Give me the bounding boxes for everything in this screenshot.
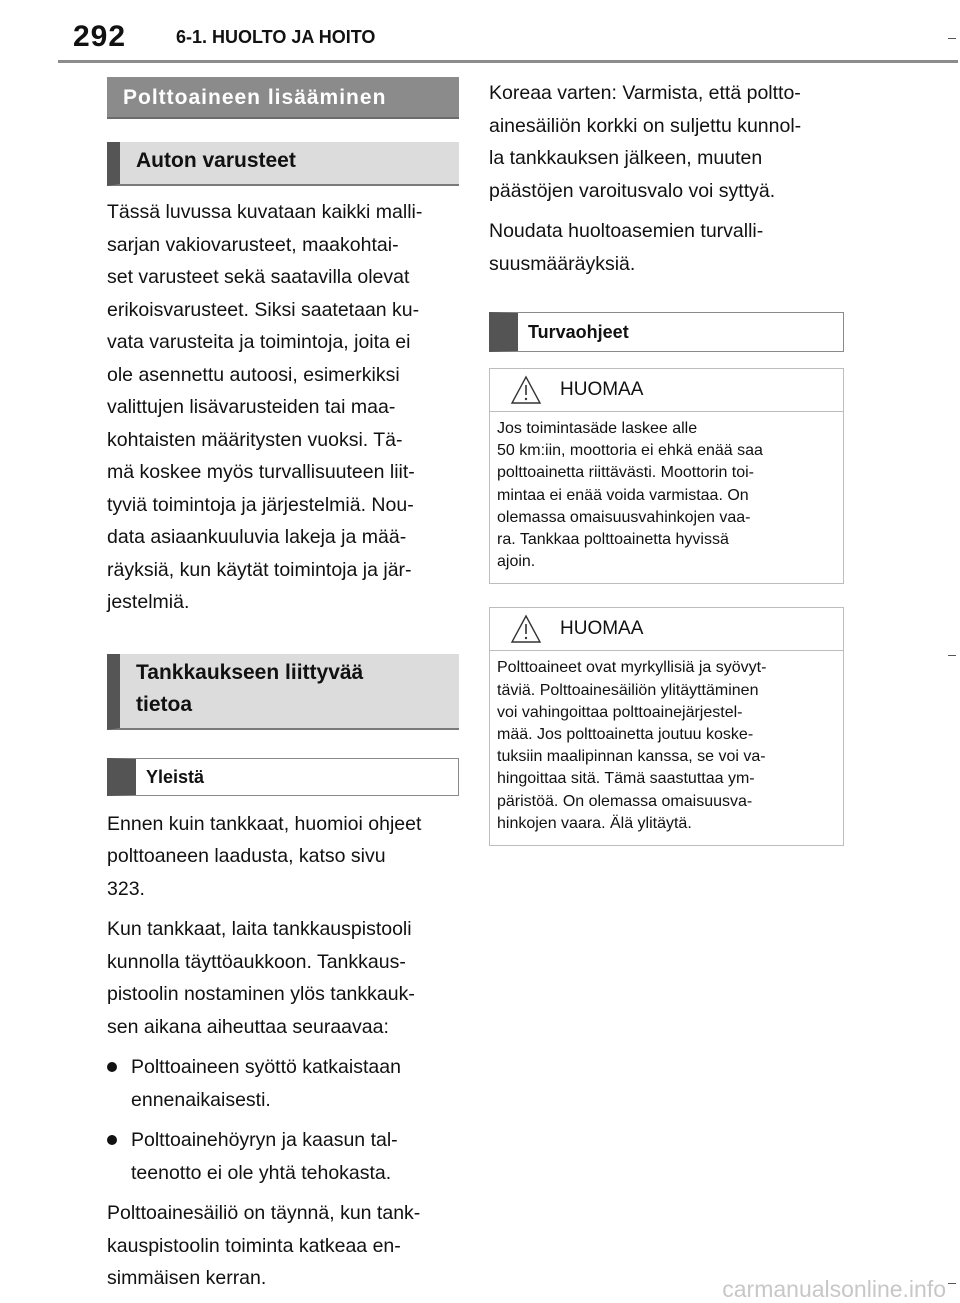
section-title: Polttoaineen lisääminen	[107, 77, 459, 119]
station-paragraph	[489, 215, 844, 280]
notice-title: HUOMAA	[560, 618, 644, 640]
heading-line: tietoa	[136, 692, 193, 716]
text-line: mintaa ei enää voida varmistaa. On	[497, 486, 749, 504]
text-line: Tässä luvussa kuvataan kaikki malli-	[107, 201, 423, 223]
text-line: täviä. Polttoainesäiliön ylitäyttäminen	[497, 681, 759, 699]
text-line: tyviä toimintoja ja järjestelmiä. Nou-	[107, 493, 414, 516]
text-line: sarjan vakiovarusteet, maakohtai-	[107, 233, 399, 256]
text-line: data asiaankuuluvia lakeja ja mää-	[107, 526, 407, 548]
text-line: ainesäiliön korkki on suljettu kunnol-	[489, 114, 802, 137]
crop-mark	[948, 655, 956, 656]
left-column	[107, 77, 459, 1295]
text-line: teenotto ei ole yhtä tehokasta.	[131, 1161, 392, 1184]
text-line: kohtaisten määritysten vuoksi. Tä-	[107, 428, 403, 451]
notice-text	[490, 651, 843, 845]
warning-triangle-icon	[510, 614, 542, 644]
text-line: suusmääräyksiä.	[489, 252, 636, 275]
text-line: valittujen lisävarusteiden tai maa-	[107, 396, 396, 418]
equipment-heading: Auton varusteet	[107, 142, 459, 186]
korea-paragraph	[489, 77, 844, 207]
text-line: Ennen kuin tankkaat, huomioi ohjeet	[107, 812, 422, 835]
text-line: la tankkauksen jälkeen, muuten	[489, 147, 763, 169]
bullet-icon	[107, 1062, 117, 1072]
right-column	[489, 77, 844, 846]
text-line: päristöä. On olemassa omaisuusva-	[497, 792, 753, 810]
safety-heading: Turvaohjeet	[489, 312, 844, 352]
refuel-info-heading	[107, 654, 459, 730]
text-line: Polttoainehöyryn ja kaasun tal-	[131, 1129, 398, 1151]
notice-box	[489, 368, 844, 584]
equipment-paragraph	[107, 196, 459, 619]
notice-title: HUOMAA	[560, 379, 644, 400]
text-line: päästöjen varoitusvalo voi syttyä.	[489, 179, 776, 202]
text-line: polttoaneen laadusta, katso sivu	[107, 845, 386, 867]
text-line: 50 km:iin, moottoria ei ehkä enää saa	[497, 442, 763, 460]
crop-mark	[948, 38, 956, 39]
text-line: Kun tankkaat, laita tankkauspistooli	[107, 918, 412, 940]
text-line: set varusteet sekä saatavilla olevat	[107, 266, 410, 288]
page-number: 292	[73, 20, 127, 53]
quality-paragraph	[107, 808, 459, 906]
text-line: Jos toimintasäde laskee alle	[497, 420, 698, 437]
text-line: mä koskee myös turvallisuuteen liit-	[107, 461, 415, 483]
text-line: räyksiä, kun käytät toimintoja ja jär-	[107, 558, 412, 581]
text-line: sen aikana aiheuttaa seuraavaa:	[107, 1015, 389, 1038]
text-line: Noudata huoltoasemien turvalli-	[489, 220, 764, 242]
bullet-item	[107, 1124, 459, 1189]
text-line: polttoainetta riittävästi. Moottorin toi-	[497, 464, 755, 482]
text-line: jestelmiä.	[107, 591, 190, 613]
header-rule	[58, 60, 958, 63]
text-line: hinkojen vaara. Älä ylitäytä.	[497, 814, 692, 832]
notice-header	[490, 608, 843, 651]
notice-header	[490, 369, 843, 412]
text-line: mää. Jos polttoainetta joutuu koske-	[497, 726, 754, 744]
text-line: Polttoaineen syöttö katkaistaan	[131, 1056, 401, 1078]
text-line: vata varusteita ja toimintoja, joita ei	[107, 331, 411, 353]
text-line: hingoittaa sitä. Tämä saastuttaa ym-	[497, 770, 755, 788]
crop-mark	[948, 1283, 956, 1284]
text-line: Polttoainesäiliö on täynnä, kun tank-	[107, 1202, 421, 1224]
text-line: 323.	[107, 877, 145, 900]
text-line: Polttoaineet ovat myrkyllisiä ja syövyt-	[497, 659, 767, 677]
text-line: pistoolin nostaminen ylös tankkauk-	[107, 983, 415, 1005]
text-line: kunnolla täyttöaukkoon. Tankkaus-	[107, 950, 406, 973]
text-line: kauspistoolin toiminta katkeaa en-	[107, 1234, 401, 1257]
notice-text	[490, 412, 843, 583]
text-line: voi vahingoittaa polttoainejärjestel-	[497, 703, 743, 721]
nozzle-paragraph	[107, 913, 459, 1043]
text-line: ajoin.	[497, 553, 536, 571]
watermark: carmanualsonline.info	[722, 1276, 946, 1302]
text-line: ra. Tankkaa polttoainetta hyvissä	[497, 531, 729, 549]
text-line: tuksiin maalipinnan kanssa, se voi va-	[497, 748, 766, 766]
warning-triangle-icon	[510, 375, 542, 405]
heading-line: Tankkaukseen liittyvää	[136, 660, 364, 684]
text-line: olemassa omaisuusvahinkojen vaa-	[497, 508, 751, 526]
text-line: ennenaikaisesti.	[131, 1088, 271, 1111]
full-tank-paragraph	[107, 1197, 459, 1295]
text-line: erikoisvarusteet. Siksi saatetaan ku-	[107, 298, 420, 321]
bullet-icon	[107, 1135, 117, 1145]
notice-box	[489, 607, 844, 846]
running-head: 6-1. HUOLTO JA HOITO	[176, 27, 376, 47]
text-line: simmäisen kerran.	[107, 1267, 267, 1289]
general-heading: Yleistä	[107, 758, 459, 796]
bullet-item	[107, 1051, 459, 1116]
text-line: ole asennettu autoosi, esimerkiksi	[107, 363, 400, 386]
text-line: Koreaa varten: Varmista, että poltto-	[489, 82, 801, 104]
